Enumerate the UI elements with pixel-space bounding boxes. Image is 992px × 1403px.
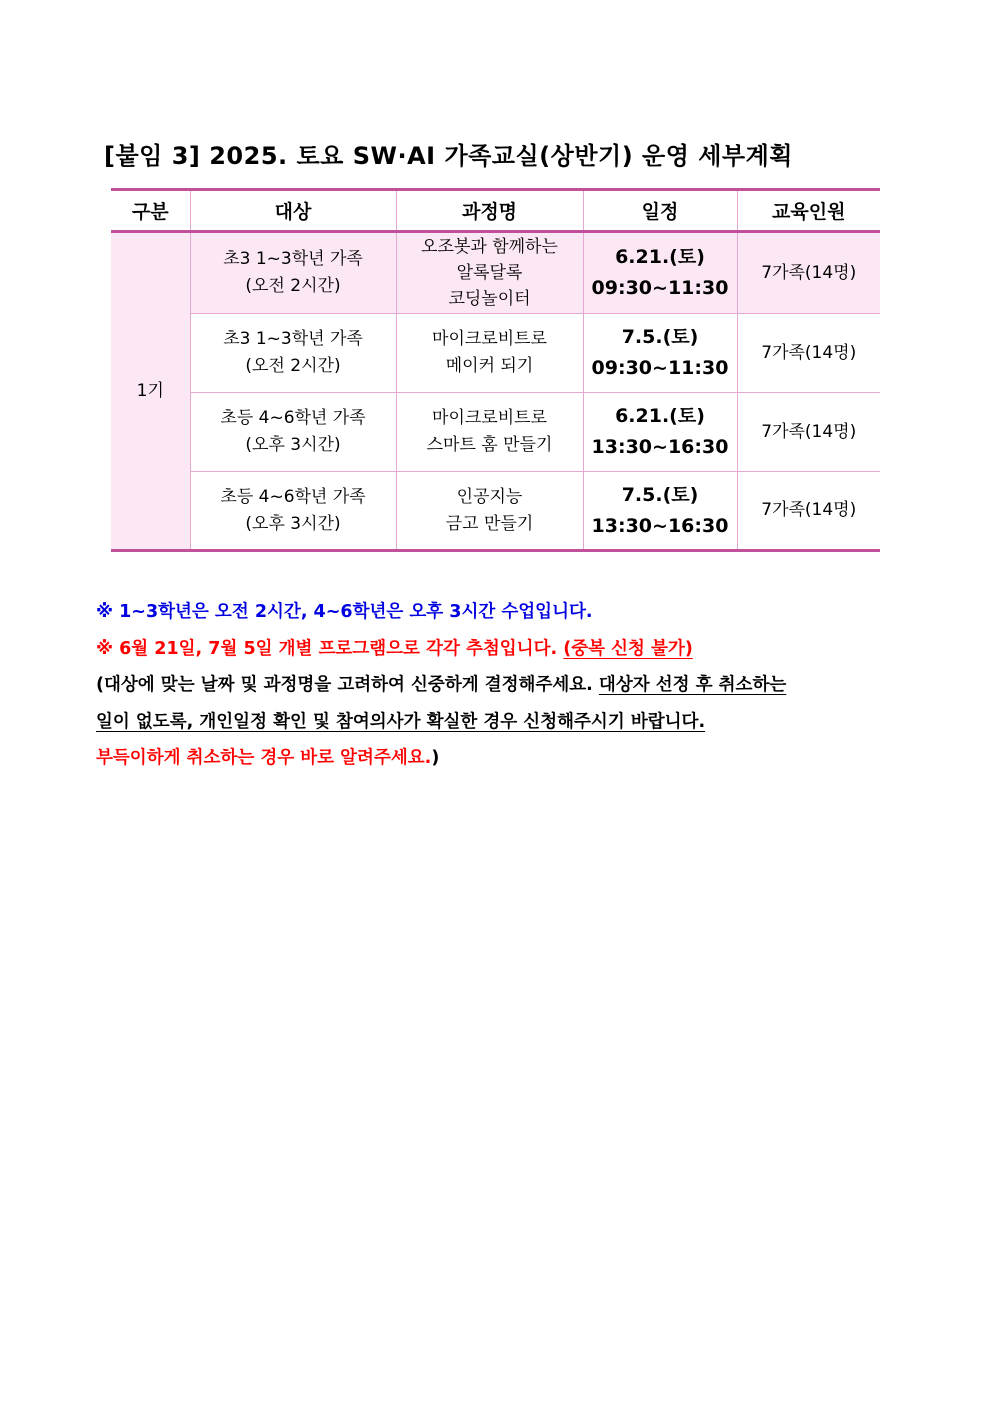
target-line: (오후 3시간) xyxy=(245,513,341,534)
header-target: 대상 xyxy=(190,190,396,232)
schedule-time: 09:30~11:30 xyxy=(591,277,729,299)
note-lottery xyxy=(96,631,916,668)
group-cell: 1기 xyxy=(111,232,190,551)
note-paragraph-line-1 xyxy=(96,667,916,704)
course-line: 메이커 되기 xyxy=(445,356,534,376)
note-lottery-text: ※ 6월 21일, 7월 5일 개별 프로그램으로 각각 추첨입니다. xyxy=(96,638,564,659)
course-cell xyxy=(396,472,583,551)
schedule-date: 7.5.(토) xyxy=(621,483,699,506)
schedule-date: 6.21.(토) xyxy=(615,405,705,427)
course-cell xyxy=(396,393,583,472)
header-category: 구분 xyxy=(111,190,190,232)
schedule-cell xyxy=(583,472,737,551)
schedule-table xyxy=(111,188,880,552)
course-cell xyxy=(396,232,583,314)
schedule-date: 7.5.(토) xyxy=(621,326,699,348)
course-line: 알록달록 xyxy=(456,263,523,283)
document-title: [붙임 3] 2025. 토요 SW·AI 가족교실(상반기) 운영 세부계획 xyxy=(104,142,793,170)
schedule-cell xyxy=(583,232,737,314)
table-row xyxy=(111,314,880,393)
target-line: (오후 3시간) xyxy=(245,435,341,455)
course-line: 오조봇과 함께하는 xyxy=(421,237,558,257)
table-row xyxy=(111,472,880,551)
table-header-row xyxy=(111,190,880,232)
note-paragraph-line-2 xyxy=(96,704,916,741)
note-paragraph-line-3 xyxy=(96,740,916,777)
course-line: 코딩놀이터 xyxy=(448,289,531,309)
note-class-hours: ※ 1~3학년은 오전 2시간, 4~6학년은 오후 3시간 수업입니다. xyxy=(96,602,593,622)
capacity-cell: 7가족(14명) xyxy=(737,232,880,314)
target-line: (오전 2시간) xyxy=(245,356,341,376)
course-cell xyxy=(396,314,583,393)
target-line: 초3 1~3학년 가족 xyxy=(223,329,363,349)
course-line: 인공지능 xyxy=(456,486,523,507)
capacity-cell: 7가족(14명) xyxy=(737,393,880,472)
capacity-cell: 7가족(14명) xyxy=(737,472,880,551)
target-line: 초3 1~3학년 가족 xyxy=(223,249,363,269)
note-paragraph-close: ) xyxy=(431,748,440,768)
schedule-cell xyxy=(583,393,737,472)
target-line: (오전 2시간) xyxy=(245,276,341,296)
course-line: 마이크로비트로 xyxy=(432,329,547,349)
target-cell xyxy=(190,314,396,393)
schedule-cell xyxy=(583,314,737,393)
course-line: 마이크로비트로 xyxy=(432,408,547,428)
course-line: 스마트 홈 만들기 xyxy=(426,435,553,455)
capacity-cell: 7가족(14명) xyxy=(737,314,880,393)
target-cell xyxy=(190,472,396,551)
schedule-time: 09:30~11:30 xyxy=(591,357,729,379)
target-cell xyxy=(190,393,396,472)
header-schedule: 일정 xyxy=(583,190,737,232)
note-no-duplicate: (중복 신청 불가) xyxy=(563,638,693,659)
table-row xyxy=(111,393,880,472)
schedule-date: 6.21.(토) xyxy=(615,246,705,268)
target-cell xyxy=(190,232,396,314)
note-cancel-notice: 부득이하게 취소하는 경우 바로 알려주세요. xyxy=(96,748,432,768)
note-paragraph-underlined: 일이 없도록, 개인일정 확인 및 참여의사가 확실한 경우 신청해주시기 바랍니다. xyxy=(96,711,706,732)
note-paragraph-underlined: 대상자 선정 후 취소하는 xyxy=(598,675,787,695)
notes-section xyxy=(96,594,916,777)
note-paragraph-text: (대상에 맞는 날짜 및 과정명을 고려하여 신중하게 결정해주세요. xyxy=(96,675,599,695)
schedule-time: 13:30~16:30 xyxy=(591,436,729,458)
course-line: 금고 만들기 xyxy=(445,513,534,534)
target-line: 초등 4~6학년 가족 xyxy=(220,408,366,428)
schedule-time: 13:30~16:30 xyxy=(591,514,729,537)
table-row xyxy=(111,232,880,314)
header-capacity: 교육인원 xyxy=(737,190,880,232)
target-line: 초등 4~6학년 가족 xyxy=(220,486,366,507)
header-course: 과정명 xyxy=(396,190,583,232)
